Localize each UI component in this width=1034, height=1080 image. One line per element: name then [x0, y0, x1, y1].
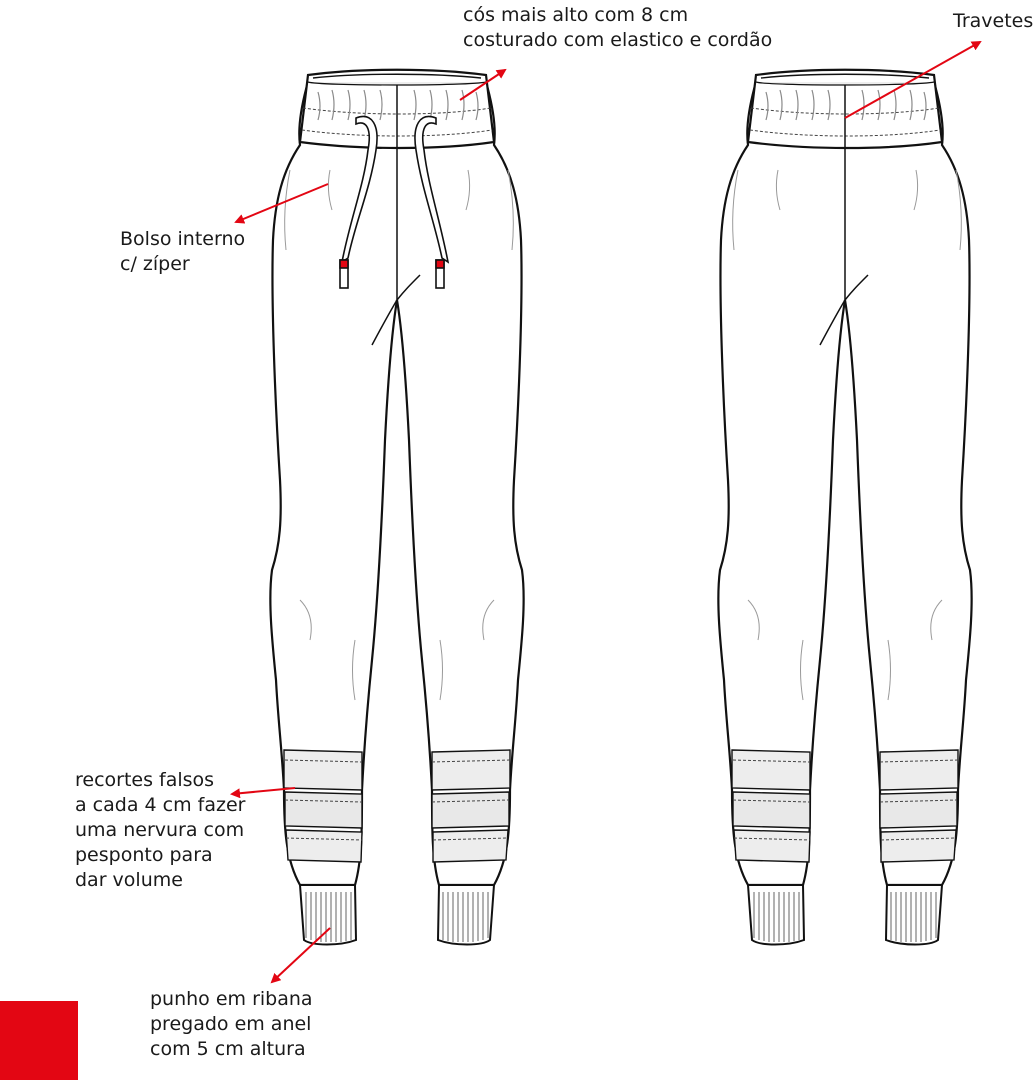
waistband-annotation-line: cós mais alto com 8 cm [463, 4, 689, 26]
pocket-annotation-line: Bolso interno [120, 228, 246, 250]
bartack-annotation-line: Travetes [953, 10, 1034, 32]
ribs-annotation-line: a cada 4 cm fazer [75, 794, 246, 816]
waistband-annotation [463, 3, 772, 53]
cuff-annotation-line: pregado em anel [150, 1013, 312, 1035]
ribs-annotation-line: dar volume [75, 869, 183, 891]
waistband-annotation-line: costurado com elastico e cordão [463, 29, 773, 51]
ribs-annotation [75, 768, 245, 893]
cuff-annotation-line: com 5 cm altura [150, 1038, 306, 1060]
pants-back-view [718, 70, 971, 945]
color-swatch [0, 1001, 78, 1080]
ribs-annotation-line: pesponto para [75, 844, 213, 866]
ribs-annotation-line: recortes falsos [75, 769, 215, 791]
ribs-annotation-line: uma nervura com [75, 819, 245, 841]
pocket-annotation [120, 227, 245, 277]
pocket-annotation-line: c/ zíper [120, 253, 190, 275]
cuff-annotation-line: punho em ribana [150, 988, 313, 1010]
cuff-arrow [272, 928, 330, 982]
cuff-annotation [150, 987, 313, 1062]
bartack-annotation [953, 9, 1033, 34]
pants-front-view [270, 70, 523, 945]
